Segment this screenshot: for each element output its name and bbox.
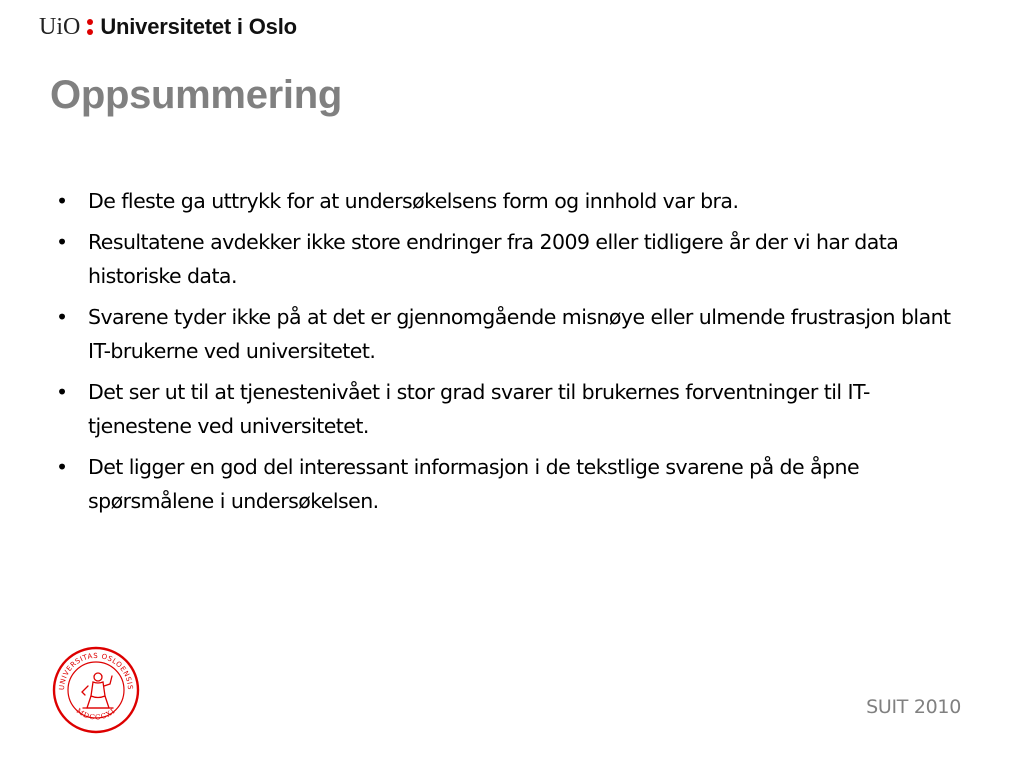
bullet-item bbox=[54, 300, 964, 368]
bullet-icon: • bbox=[56, 455, 68, 479]
bullet-icon: • bbox=[56, 230, 68, 254]
bullet-item bbox=[54, 450, 964, 518]
bullet-item bbox=[54, 375, 964, 443]
logo-short-name: UiO bbox=[39, 13, 81, 40]
logo-dots-icon bbox=[87, 19, 93, 35]
bullet-list bbox=[54, 184, 964, 525]
bullet-text: Det ligger en god del interessant informasjon i de tekstlige svarene på de åpne spørsmålene i undersøkelsen. bbox=[88, 455, 860, 513]
logo-full-name: Universitetet i Oslo bbox=[100, 14, 297, 39]
university-logo bbox=[39, 12, 297, 42]
bullet-text: De fleste ga uttrykk for at undersøkelsens form og innhold var bra. bbox=[88, 189, 739, 213]
bullet-item bbox=[54, 225, 964, 293]
footer-label: SUIT 2010 bbox=[866, 696, 961, 718]
university-seal-icon bbox=[52, 646, 140, 734]
slide-title: Oppsummering bbox=[50, 73, 342, 117]
bullet-item bbox=[54, 184, 964, 218]
bullet-text: Svarene tyder ikke på at det er gjennomgående misnøye eller ulmende frustrasjon blant IT-brukerne ved universitetet. bbox=[88, 305, 951, 363]
seal-year: MDCCCXI bbox=[74, 706, 118, 722]
seal-text: UNIVERSITAS OSLOENSIS bbox=[57, 651, 135, 691]
bullet-icon: • bbox=[56, 189, 68, 213]
bullet-text: Resultatene avdekker ikke store endringer fra 2009 eller tidligere år der vi har data historiske data. bbox=[88, 230, 899, 288]
bullet-icon: • bbox=[56, 305, 68, 329]
bullet-icon: • bbox=[56, 380, 68, 404]
bullet-text: Det ser ut til at tjenestenivået i stor grad svarer til brukernes forventninger til IT-tjenestene ved universitetet. bbox=[88, 380, 870, 438]
